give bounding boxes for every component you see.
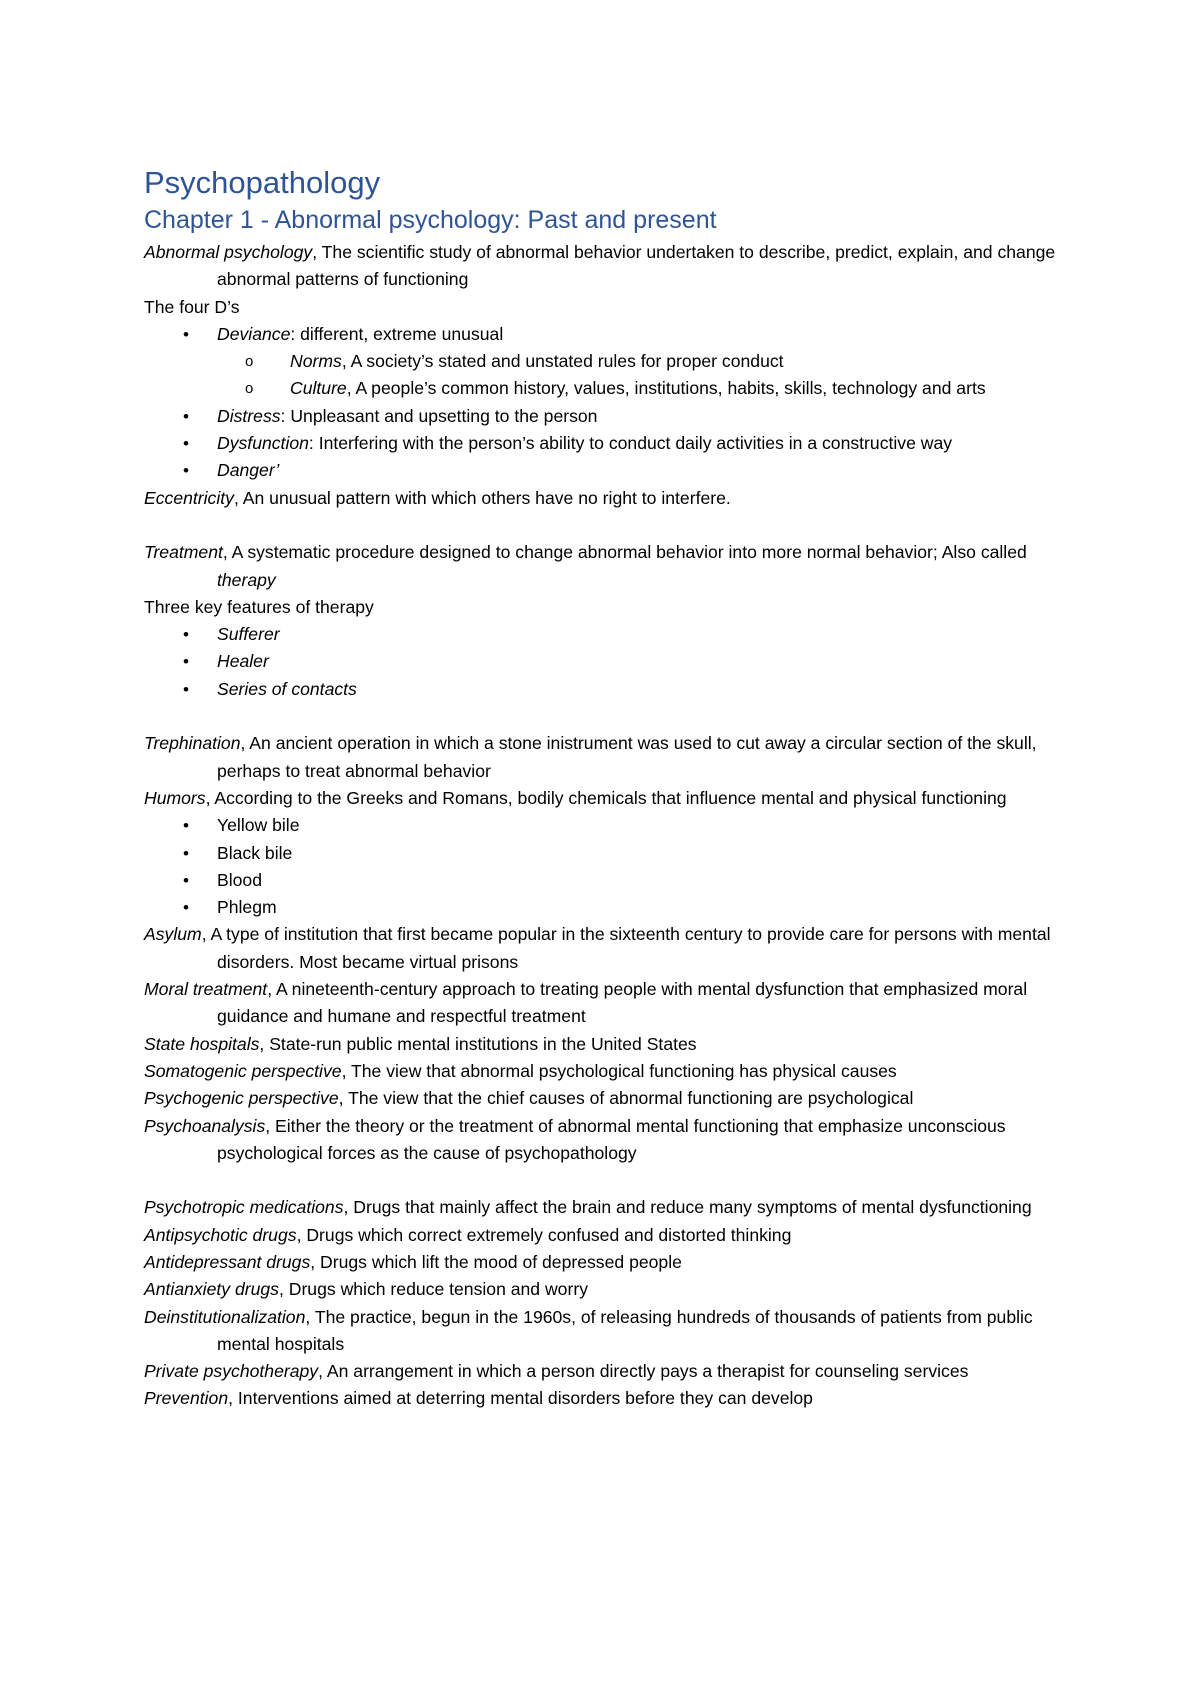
term: Psychoanalysis — [144, 1115, 266, 1136]
list-item — [144, 648, 1074, 675]
definition: , The scientific study of abnormal behavior undertaken to describe, predict, explain, and change abnormal patterns of functioning — [217, 242, 1056, 290]
definition: , A systematic procedure designed to change abnormal behavior into more normal behavior; Also called — [222, 542, 1027, 563]
definition-psychoanalysis — [144, 1113, 1074, 1168]
definition: , The view that the chief causes of abnormal functioning are psychological — [338, 1088, 914, 1109]
alt-term: therapy — [217, 569, 276, 590]
definition-trephination — [144, 730, 1074, 785]
definition-state-hospitals — [144, 1031, 1074, 1058]
term: Dysfunction — [217, 433, 309, 454]
definition: , Drugs which reduce tension and worry — [278, 1279, 588, 1300]
definition: , According to the Greeks and Romans, bodily chemicals that influence mental and physical functioning — [205, 787, 1007, 808]
term: Culture — [290, 378, 347, 399]
list-item — [144, 676, 1074, 703]
term: Psychogenic perspective — [144, 1088, 339, 1109]
definition: , An ancient operation in which a stone inistrument was used to cut away a circular section of the skull, perhaps to treat abnormal behavior — [217, 733, 1037, 781]
document-body — [144, 163, 1074, 1413]
list-item-distress — [144, 403, 1074, 430]
list-item — [144, 621, 1074, 648]
blank-line — [144, 512, 1074, 539]
list-item-dysfunction — [144, 430, 1074, 457]
definition-antidepressant — [144, 1249, 1074, 1276]
term: Distress — [217, 405, 281, 426]
definition-prevention — [144, 1385, 1074, 1412]
definition: , Drugs that mainly affect the brain and reduce many symptoms of mental dysfunctioning — [343, 1197, 1032, 1218]
definition: , An arrangement in which a person directly pays a therapist for counseling services — [318, 1361, 969, 1382]
list-item-culture — [144, 375, 1074, 402]
definition: , A society’s stated and unstated rules for proper conduct — [341, 351, 784, 372]
humors-list — [144, 812, 1074, 921]
feature-text: Series of contacts — [217, 678, 357, 699]
definition-treatment — [144, 539, 1074, 594]
definition: , The practice, begun in the 1960s, of releasing hundreds of thousands of patients from public mental hospitals — [217, 1306, 1033, 1354]
document-title: Psychopathology — [144, 165, 381, 200]
definition: : different, extreme unusual — [290, 323, 504, 344]
term: Abnormal psychology — [144, 242, 313, 262]
definition: , Drugs which lift the mood of depressed people — [310, 1251, 682, 1272]
definition: , A type of institution that first became popular in the sixteenth century to provide care for persons with mental disorders. Most became virtual prisons — [201, 924, 1051, 972]
definition: , The view that abnormal psychological functioning has physical causes — [341, 1060, 897, 1081]
term: Trephination — [144, 733, 241, 754]
feature-text: Healer — [217, 651, 269, 672]
term: Antianxiety drugs — [144, 1279, 279, 1300]
definition-asylum — [144, 921, 1074, 976]
definition-antianxiety — [144, 1276, 1074, 1303]
list-item: • Yellow bile — [144, 812, 1074, 839]
definition-private-psychotherapy — [144, 1358, 1074, 1385]
four-ds-list — [144, 321, 1074, 485]
definition: , Interventions aimed at deterring mental disorders before they can develop — [228, 1388, 813, 1409]
term: Treatment — [144, 542, 223, 563]
therapy-features-list — [144, 621, 1074, 703]
term: Danger’ — [217, 460, 280, 481]
feature-text: Sufferer — [217, 624, 280, 645]
blank-line — [144, 703, 1074, 730]
list-item-deviance — [144, 321, 1074, 348]
term: Somatogenic perspective — [144, 1060, 342, 1081]
definition: , A nineteenth-century approach to treating people with mental dysfunction that emphasized moral guidance and humane and respectful treatment — [217, 979, 1028, 1027]
term: Asylum — [144, 924, 202, 945]
definition-psychotropic — [144, 1194, 1074, 1221]
term: Deviance — [217, 323, 291, 344]
definition-humors — [144, 785, 1074, 812]
definition-somatogenic — [144, 1058, 1074, 1085]
definition: , Either the theory or the treatment of abnormal mental functioning that emphasize unconscious psychological forces as the cause of psychopathology — [217, 1115, 1006, 1163]
four-ds-label: The four D’s — [144, 296, 240, 317]
list-item: • Phlegm — [144, 894, 1074, 921]
definition: : Unpleasant and upsetting to the person — [280, 405, 598, 426]
definition-eccentricity — [144, 485, 1074, 512]
definition-deinstitutionalization — [144, 1304, 1074, 1359]
term: Eccentricity — [144, 487, 234, 508]
blank-line — [144, 1167, 1074, 1194]
term: Humors — [144, 787, 206, 808]
definition-psychogenic — [144, 1085, 1074, 1112]
definition-antipsychotic — [144, 1222, 1074, 1249]
definition: : Interfering with the person’s ability to conduct daily activities in a constructive way — [308, 433, 953, 454]
list-item-norms — [144, 348, 1074, 375]
term: Deinstitutionalization — [144, 1306, 306, 1327]
list-item-danger — [144, 457, 1074, 484]
definition-abnormal-psychology — [144, 239, 1074, 294]
definition-moral-treatment — [144, 976, 1074, 1031]
definition: , State-run public mental institutions in the United States — [259, 1033, 697, 1054]
definition: , An unusual pattern with which others have no right to interfere. — [233, 487, 731, 508]
term: Antidepressant drugs — [144, 1251, 311, 1272]
chapter-heading: Chapter 1 - Abnormal psychology: Past and present — [144, 206, 717, 234]
term: Psychotropic medications — [144, 1197, 344, 1218]
definition: , Drugs which correct extremely confused and distorted thinking — [296, 1224, 792, 1245]
term: Moral treatment — [144, 979, 268, 1000]
list-item: • Blood — [144, 867, 1074, 894]
term: State hospitals — [144, 1033, 260, 1054]
term: Antipsychotic drugs — [144, 1224, 297, 1245]
term: Norms — [290, 351, 342, 372]
definition: , A people’s common history, values, institutions, habits, skills, technology and arts — [346, 378, 986, 399]
list-item: • Black bile — [144, 840, 1074, 867]
term: Private psychotherapy — [144, 1361, 319, 1382]
therapy-features-label: Three key features of therapy — [144, 596, 374, 617]
term: Prevention — [144, 1388, 229, 1409]
